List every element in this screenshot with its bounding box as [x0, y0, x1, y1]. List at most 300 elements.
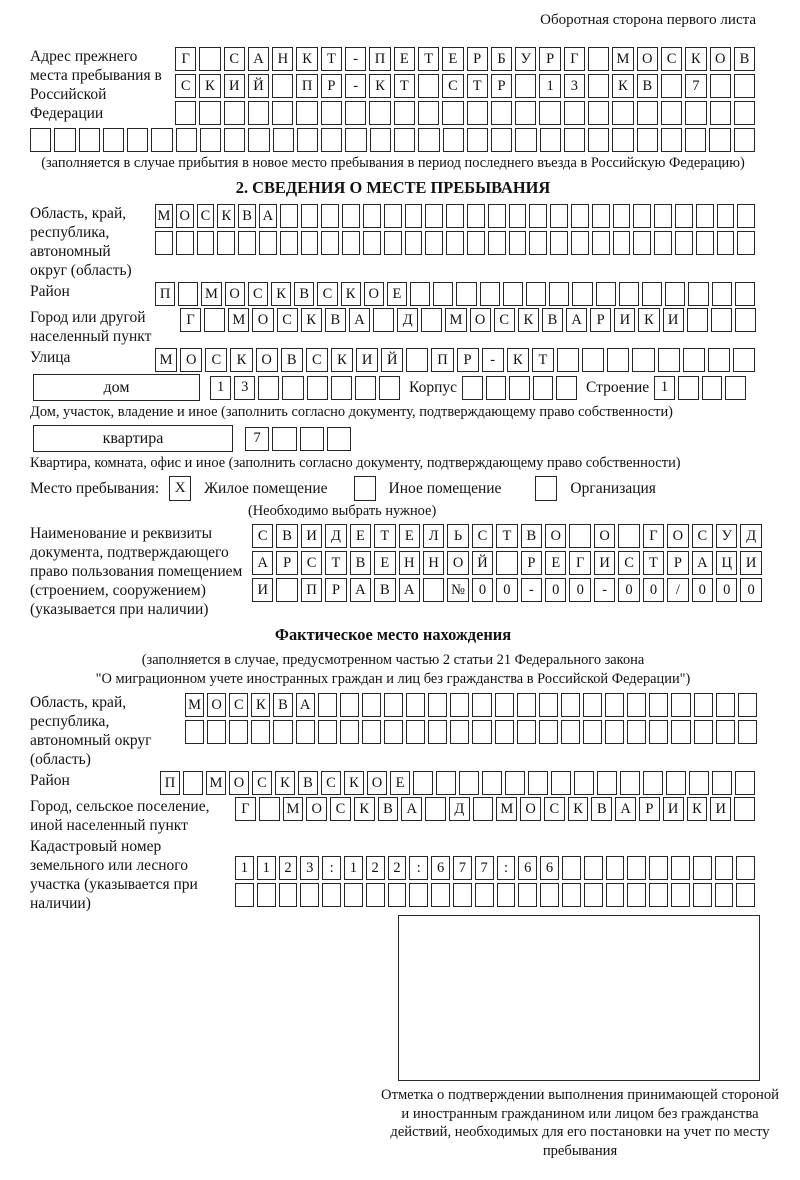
- char-cell[interactable]: [428, 693, 447, 717]
- char-cell[interactable]: П: [155, 282, 175, 306]
- char-cell[interactable]: К: [369, 74, 390, 98]
- char-cell[interactable]: [633, 204, 651, 228]
- char-cell[interactable]: [564, 128, 585, 152]
- char-cell[interactable]: [342, 204, 360, 228]
- char-cell[interactable]: П: [301, 578, 322, 602]
- char-cell[interactable]: [549, 282, 569, 306]
- char-cell[interactable]: [442, 101, 463, 125]
- char-cell[interactable]: [503, 282, 523, 306]
- char-cell[interactable]: М: [496, 797, 517, 821]
- char-cell[interactable]: [712, 282, 732, 306]
- char-cell[interactable]: [355, 376, 376, 400]
- char-cell[interactable]: [421, 308, 442, 332]
- char-cell[interactable]: [588, 74, 609, 98]
- char-cell[interactable]: [369, 101, 390, 125]
- char-cell[interactable]: [279, 883, 298, 907]
- char-cell[interactable]: [340, 720, 359, 744]
- char-cell[interactable]: С: [224, 47, 245, 71]
- char-cell[interactable]: К: [341, 282, 361, 306]
- char-cell[interactable]: [296, 101, 317, 125]
- char-cell[interactable]: И: [301, 524, 322, 548]
- char-cell[interactable]: [735, 308, 756, 332]
- char-cell[interactable]: [480, 282, 500, 306]
- char-cell[interactable]: [280, 231, 298, 255]
- char-cell[interactable]: [694, 720, 713, 744]
- char-cell[interactable]: [178, 282, 198, 306]
- char-cell[interactable]: [340, 693, 359, 717]
- char-cell[interactable]: [588, 128, 609, 152]
- char-cell[interactable]: [637, 101, 658, 125]
- char-cell[interactable]: [384, 693, 403, 717]
- char-cell[interactable]: [539, 693, 558, 717]
- char-cell[interactable]: [583, 720, 602, 744]
- char-cell[interactable]: Г: [180, 308, 201, 332]
- char-cell[interactable]: [671, 856, 690, 880]
- char-cell[interactable]: [709, 128, 730, 152]
- char-cell[interactable]: [509, 204, 527, 228]
- char-cell[interactable]: В: [325, 308, 346, 332]
- char-cell[interactable]: [345, 101, 366, 125]
- char-cell[interactable]: [550, 204, 568, 228]
- char-cell[interactable]: К: [217, 204, 235, 228]
- char-cell[interactable]: [370, 128, 391, 152]
- char-cell[interactable]: [321, 101, 342, 125]
- char-cell[interactable]: [176, 128, 197, 152]
- char-cell[interactable]: [550, 231, 568, 255]
- char-cell[interactable]: 1: [235, 856, 254, 880]
- char-cell[interactable]: 7: [475, 856, 494, 880]
- char-cell[interactable]: [307, 376, 328, 400]
- char-cell[interactable]: 7: [245, 427, 269, 451]
- char-cell[interactable]: [467, 204, 485, 228]
- char-cell[interactable]: [453, 883, 472, 907]
- char-cell[interactable]: [717, 204, 735, 228]
- char-cell[interactable]: 0: [569, 578, 590, 602]
- char-cell[interactable]: [561, 720, 580, 744]
- char-cell[interactable]: [737, 231, 755, 255]
- char-cell[interactable]: [643, 771, 663, 795]
- char-cell[interactable]: Н: [399, 551, 420, 575]
- char-cell[interactable]: [526, 282, 546, 306]
- char-cell[interactable]: Т: [321, 47, 342, 71]
- char-cell[interactable]: [515, 101, 536, 125]
- char-cell[interactable]: В: [374, 578, 395, 602]
- char-cell[interactable]: [671, 693, 690, 717]
- char-cell[interactable]: [488, 231, 506, 255]
- char-cell[interactable]: [199, 47, 220, 71]
- char-cell[interactable]: [569, 524, 590, 548]
- char-cell[interactable]: [475, 883, 494, 907]
- char-cell[interactable]: [362, 720, 381, 744]
- char-cell[interactable]: [688, 282, 708, 306]
- char-cell[interactable]: :: [409, 856, 428, 880]
- char-cell[interactable]: Г: [175, 47, 196, 71]
- char-cell[interactable]: [229, 720, 248, 744]
- char-cell[interactable]: К: [296, 47, 317, 71]
- char-cell[interactable]: Е: [374, 551, 395, 575]
- char-cell[interactable]: В: [350, 551, 371, 575]
- char-cell[interactable]: А: [350, 578, 371, 602]
- char-cell[interactable]: О: [710, 47, 731, 71]
- char-cell[interactable]: 3: [234, 376, 255, 400]
- char-cell[interactable]: [518, 883, 537, 907]
- char-cell[interactable]: [561, 693, 580, 717]
- char-cell[interactable]: [716, 720, 735, 744]
- char-cell[interactable]: В: [276, 524, 297, 548]
- char-cell[interactable]: /: [667, 578, 688, 602]
- char-cell[interactable]: [425, 231, 443, 255]
- char-cell[interactable]: [79, 128, 100, 152]
- char-cell[interactable]: И: [710, 797, 731, 821]
- char-cell[interactable]: П: [369, 47, 390, 71]
- char-cell[interactable]: [436, 771, 456, 795]
- char-cell[interactable]: [738, 693, 757, 717]
- char-cell[interactable]: Е: [399, 524, 420, 548]
- char-cell[interactable]: С: [248, 282, 268, 306]
- char-cell[interactable]: К: [199, 74, 220, 98]
- char-cell[interactable]: [472, 693, 491, 717]
- char-cell[interactable]: [649, 883, 668, 907]
- char-cell[interactable]: К: [612, 74, 633, 98]
- char-cell[interactable]: [551, 771, 571, 795]
- char-cell[interactable]: [344, 883, 363, 907]
- char-cell[interactable]: И: [663, 308, 684, 332]
- char-cell[interactable]: [620, 771, 640, 795]
- char-cell[interactable]: [428, 720, 447, 744]
- char-cell[interactable]: С: [472, 524, 493, 548]
- char-cell[interactable]: Е: [442, 47, 463, 71]
- char-cell[interactable]: [459, 771, 479, 795]
- char-cell[interactable]: [661, 74, 682, 98]
- char-cell[interactable]: [734, 128, 755, 152]
- char-cell[interactable]: О: [594, 524, 615, 548]
- char-cell[interactable]: 6: [540, 856, 559, 880]
- char-cell[interactable]: [322, 883, 341, 907]
- char-cell[interactable]: [696, 231, 714, 255]
- char-cell[interactable]: 6: [518, 856, 537, 880]
- char-cell[interactable]: В: [591, 797, 612, 821]
- char-cell[interactable]: [571, 231, 589, 255]
- char-cell[interactable]: [689, 771, 709, 795]
- char-cell[interactable]: [151, 128, 172, 152]
- char-cell[interactable]: 0: [545, 578, 566, 602]
- char-cell[interactable]: С: [252, 771, 272, 795]
- char-cell[interactable]: С: [252, 524, 273, 548]
- char-cell[interactable]: [276, 578, 297, 602]
- char-cell[interactable]: 1: [257, 856, 276, 880]
- char-cell[interactable]: 7: [453, 856, 472, 880]
- char-cell[interactable]: [637, 128, 658, 152]
- char-cell[interactable]: [734, 101, 755, 125]
- char-cell[interactable]: [583, 693, 602, 717]
- char-cell[interactable]: 0: [618, 578, 639, 602]
- char-cell[interactable]: [273, 720, 292, 744]
- char-cell[interactable]: [300, 427, 324, 451]
- char-cell[interactable]: [708, 348, 730, 372]
- char-cell[interactable]: [687, 308, 708, 332]
- char-cell[interactable]: М: [612, 47, 633, 71]
- char-cell[interactable]: Р: [539, 47, 560, 71]
- char-cell[interactable]: К: [230, 348, 252, 372]
- char-cell[interactable]: Е: [390, 771, 410, 795]
- char-cell[interactable]: [318, 720, 337, 744]
- char-cell[interactable]: А: [349, 308, 370, 332]
- char-cell[interactable]: [425, 204, 443, 228]
- char-cell[interactable]: В: [542, 308, 563, 332]
- char-cell[interactable]: М: [155, 204, 173, 228]
- checkbox-inoe-pomeshchenie[interactable]: [354, 476, 376, 501]
- char-cell[interactable]: К: [331, 348, 353, 372]
- char-cell[interactable]: [612, 101, 633, 125]
- char-cell[interactable]: Р: [521, 551, 542, 575]
- char-cell[interactable]: [273, 128, 294, 152]
- char-cell[interactable]: С: [330, 797, 351, 821]
- char-cell[interactable]: [605, 720, 624, 744]
- char-cell[interactable]: К: [251, 693, 270, 717]
- char-cell[interactable]: [710, 74, 731, 98]
- char-cell[interactable]: С: [205, 348, 227, 372]
- char-cell[interactable]: 3: [564, 74, 585, 98]
- char-cell[interactable]: [418, 74, 439, 98]
- char-cell[interactable]: [509, 231, 527, 255]
- char-cell[interactable]: [204, 308, 225, 332]
- char-cell[interactable]: [467, 101, 488, 125]
- char-cell[interactable]: [238, 231, 256, 255]
- char-cell[interactable]: [413, 771, 433, 795]
- char-cell[interactable]: [564, 101, 585, 125]
- char-cell[interactable]: О: [637, 47, 658, 71]
- char-cell[interactable]: [345, 128, 366, 152]
- char-cell[interactable]: О: [252, 308, 273, 332]
- char-cell[interactable]: И: [614, 308, 635, 332]
- char-cell[interactable]: Р: [321, 74, 342, 98]
- char-cell[interactable]: [596, 282, 616, 306]
- char-cell[interactable]: О: [367, 771, 387, 795]
- char-cell[interactable]: [321, 204, 339, 228]
- char-cell[interactable]: [405, 204, 423, 228]
- char-cell[interactable]: О: [470, 308, 491, 332]
- char-cell[interactable]: Г: [564, 47, 585, 71]
- char-cell[interactable]: [272, 74, 293, 98]
- checkbox-organizatsiya[interactable]: [535, 476, 557, 501]
- char-cell[interactable]: [248, 128, 269, 152]
- char-cell[interactable]: [533, 376, 554, 400]
- char-cell[interactable]: [716, 693, 735, 717]
- char-cell[interactable]: Т: [496, 524, 517, 548]
- char-cell[interactable]: [666, 771, 686, 795]
- char-cell[interactable]: [717, 231, 735, 255]
- char-cell[interactable]: [127, 128, 148, 152]
- char-cell[interactable]: [496, 551, 517, 575]
- char-cell[interactable]: О: [447, 551, 468, 575]
- char-cell[interactable]: 0: [643, 578, 664, 602]
- char-cell[interactable]: [572, 282, 592, 306]
- char-cell[interactable]: [693, 883, 712, 907]
- char-cell[interactable]: У: [716, 524, 737, 548]
- char-cell[interactable]: Е: [545, 551, 566, 575]
- char-cell[interactable]: [540, 883, 559, 907]
- char-cell[interactable]: [482, 771, 502, 795]
- char-cell[interactable]: Г: [569, 551, 590, 575]
- char-cell[interactable]: [649, 856, 668, 880]
- char-cell[interactable]: [472, 720, 491, 744]
- char-cell[interactable]: :: [322, 856, 341, 880]
- char-cell[interactable]: [734, 797, 755, 821]
- char-cell[interactable]: [715, 883, 734, 907]
- char-cell[interactable]: [388, 883, 407, 907]
- char-cell[interactable]: В: [281, 348, 303, 372]
- char-cell[interactable]: В: [734, 47, 755, 71]
- char-cell[interactable]: [491, 101, 512, 125]
- char-cell[interactable]: [712, 771, 732, 795]
- char-cell[interactable]: К: [687, 797, 708, 821]
- char-cell[interactable]: Т: [532, 348, 554, 372]
- char-cell[interactable]: [509, 376, 530, 400]
- char-cell[interactable]: [280, 204, 298, 228]
- char-cell[interactable]: Р: [491, 74, 512, 98]
- char-cell[interactable]: [528, 771, 548, 795]
- char-cell[interactable]: [467, 231, 485, 255]
- char-cell[interactable]: М: [155, 348, 177, 372]
- char-cell[interactable]: [248, 101, 269, 125]
- char-cell[interactable]: Д: [325, 524, 346, 548]
- char-cell[interactable]: [418, 101, 439, 125]
- char-cell[interactable]: -: [521, 578, 542, 602]
- char-cell[interactable]: С: [317, 282, 337, 306]
- char-cell[interactable]: [224, 101, 245, 125]
- char-cell[interactable]: Т: [643, 551, 664, 575]
- char-cell[interactable]: Й: [248, 74, 269, 98]
- char-cell[interactable]: [588, 47, 609, 71]
- char-cell[interactable]: К: [275, 771, 295, 795]
- char-cell[interactable]: [539, 720, 558, 744]
- char-cell[interactable]: [446, 204, 464, 228]
- char-cell[interactable]: [363, 231, 381, 255]
- char-cell[interactable]: К: [518, 308, 539, 332]
- checkbox-zhiloe-pomeshchenie[interactable]: X: [169, 476, 191, 501]
- char-cell[interactable]: 1: [344, 856, 363, 880]
- char-cell[interactable]: 1: [210, 376, 231, 400]
- char-cell[interactable]: О: [545, 524, 566, 548]
- char-cell[interactable]: [497, 883, 516, 907]
- char-cell[interactable]: [257, 883, 276, 907]
- char-cell[interactable]: 1: [654, 376, 675, 400]
- char-cell[interactable]: Т: [325, 551, 346, 575]
- char-cell[interactable]: [384, 231, 402, 255]
- char-cell[interactable]: П: [431, 348, 453, 372]
- char-cell[interactable]: 3: [300, 856, 319, 880]
- char-cell[interactable]: [183, 771, 203, 795]
- char-cell[interactable]: [446, 231, 464, 255]
- char-cell[interactable]: [654, 231, 672, 255]
- char-cell[interactable]: К: [568, 797, 589, 821]
- char-cell[interactable]: В: [298, 771, 318, 795]
- char-cell[interactable]: А: [259, 204, 277, 228]
- char-cell[interactable]: [217, 231, 235, 255]
- char-cell[interactable]: С: [277, 308, 298, 332]
- char-cell[interactable]: М: [228, 308, 249, 332]
- char-cell[interactable]: Й: [381, 348, 403, 372]
- char-cell[interactable]: К: [354, 797, 375, 821]
- char-cell[interactable]: [176, 231, 194, 255]
- char-cell[interactable]: [725, 376, 746, 400]
- char-cell[interactable]: 6: [431, 856, 450, 880]
- char-cell[interactable]: [710, 101, 731, 125]
- char-cell[interactable]: [612, 128, 633, 152]
- char-cell[interactable]: [384, 720, 403, 744]
- char-cell[interactable]: [425, 797, 446, 821]
- char-cell[interactable]: К: [344, 771, 364, 795]
- char-cell[interactable]: [443, 128, 464, 152]
- char-cell[interactable]: Р: [325, 578, 346, 602]
- char-cell[interactable]: [632, 348, 654, 372]
- char-cell[interactable]: [251, 720, 270, 744]
- char-cell[interactable]: В: [238, 204, 256, 228]
- char-cell[interactable]: С: [229, 693, 248, 717]
- char-cell[interactable]: И: [663, 797, 684, 821]
- char-cell[interactable]: Р: [457, 348, 479, 372]
- char-cell[interactable]: О: [225, 282, 245, 306]
- char-cell[interactable]: С: [618, 551, 639, 575]
- char-cell[interactable]: Г: [235, 797, 256, 821]
- char-cell[interactable]: [362, 693, 381, 717]
- char-cell[interactable]: [627, 856, 646, 880]
- char-cell[interactable]: С: [306, 348, 328, 372]
- char-cell[interactable]: [734, 74, 755, 98]
- char-cell[interactable]: Г: [643, 524, 664, 548]
- char-cell[interactable]: 2: [366, 856, 385, 880]
- char-cell[interactable]: [606, 883, 625, 907]
- char-cell[interactable]: [665, 282, 685, 306]
- char-cell[interactable]: [607, 348, 629, 372]
- char-cell[interactable]: 0: [692, 578, 713, 602]
- char-cell[interactable]: [321, 231, 339, 255]
- char-cell[interactable]: Р: [276, 551, 297, 575]
- char-cell[interactable]: [582, 348, 604, 372]
- char-cell[interactable]: 2: [388, 856, 407, 880]
- char-cell[interactable]: [406, 720, 425, 744]
- char-cell[interactable]: :: [497, 856, 516, 880]
- char-cell[interactable]: [517, 720, 536, 744]
- char-cell[interactable]: О: [306, 797, 327, 821]
- char-cell[interactable]: [297, 128, 318, 152]
- char-cell[interactable]: К: [271, 282, 291, 306]
- char-cell[interactable]: [185, 720, 204, 744]
- char-cell[interactable]: К: [301, 308, 322, 332]
- char-cell[interactable]: [515, 74, 536, 98]
- char-cell[interactable]: [373, 308, 394, 332]
- char-cell[interactable]: С: [197, 204, 215, 228]
- char-cell[interactable]: [200, 128, 221, 152]
- char-cell[interactable]: [633, 231, 651, 255]
- char-cell[interactable]: Б: [491, 47, 512, 71]
- char-cell[interactable]: [406, 348, 428, 372]
- char-cell[interactable]: Т: [374, 524, 395, 548]
- char-cell[interactable]: О: [229, 771, 249, 795]
- char-cell[interactable]: О: [364, 282, 384, 306]
- char-cell[interactable]: [694, 693, 713, 717]
- char-cell[interactable]: С: [494, 308, 515, 332]
- char-cell[interactable]: [301, 231, 319, 255]
- char-cell[interactable]: И: [252, 578, 273, 602]
- char-cell[interactable]: И: [224, 74, 245, 98]
- char-cell[interactable]: А: [401, 797, 422, 821]
- char-cell[interactable]: П: [160, 771, 180, 795]
- char-cell[interactable]: [606, 856, 625, 880]
- char-cell[interactable]: О: [667, 524, 688, 548]
- char-cell[interactable]: [259, 231, 277, 255]
- char-cell[interactable]: [409, 883, 428, 907]
